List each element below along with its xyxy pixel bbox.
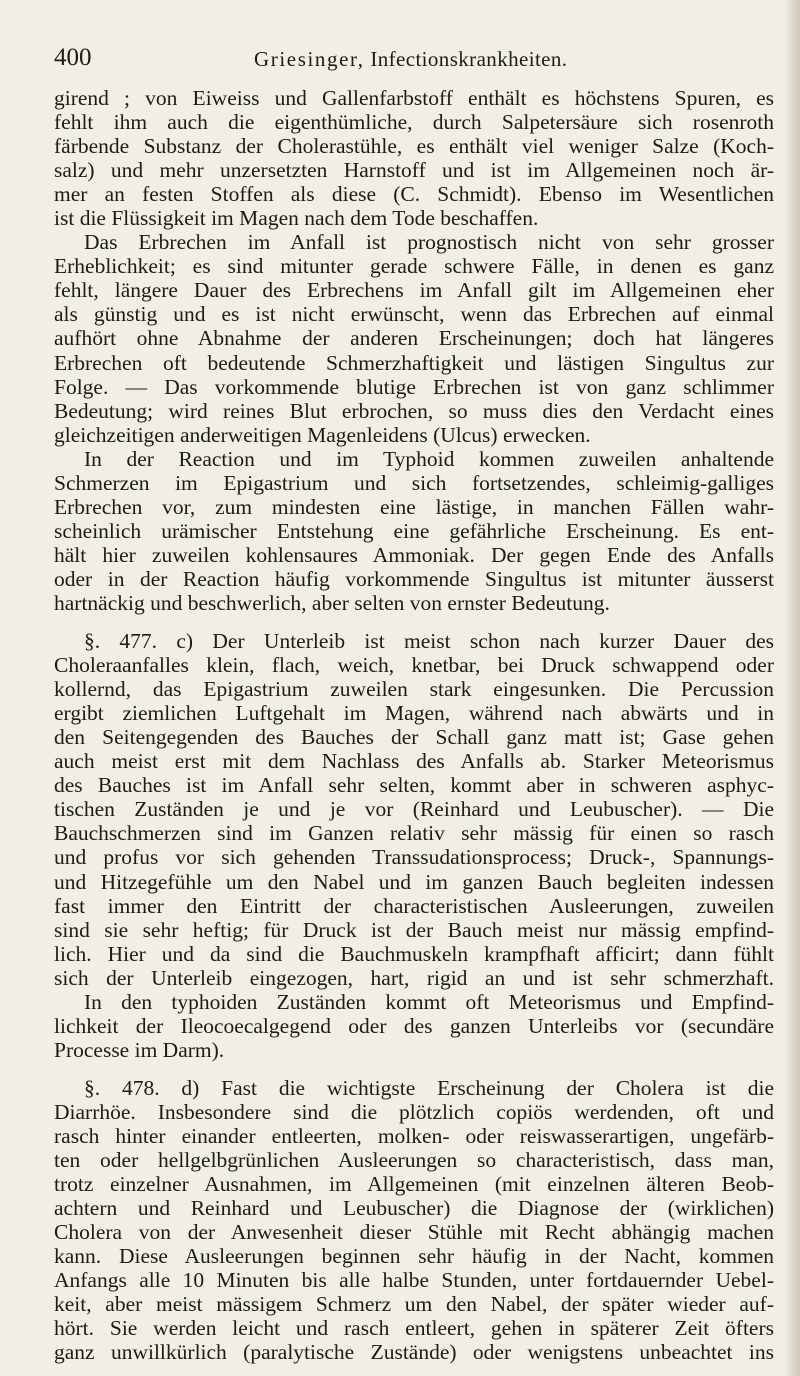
text-line: salz) und mehr unzersetzten Harnstoff und ist im Allgemeinen noch är- <box>54 158 774 183</box>
page-edge-shadow <box>786 0 800 1376</box>
running-author: Griesinger, <box>254 47 365 71</box>
text-line: Folge. — Das vorkommende blutige Erbrechen ist von ganz schlimmer <box>54 374 774 399</box>
body-text <box>54 86 774 1364</box>
text-line: Choleraanfalles klein, flach, weich, knetbar, bei Druck schwappend oder <box>54 653 774 678</box>
text-line: keit, aber meist mässigem Schmerz um den Nabel, der später wieder auf- <box>54 1292 774 1317</box>
text-line: Bauchschmerzen sind im Ganzen relativ sehr mässig für einen so rasch <box>54 821 774 846</box>
text-line: rasch hinter einander entleerten, molken- oder reiswasserartigen, ungefärb- <box>54 1123 774 1148</box>
text-line: auch meist erst mit dem Nachlass des Anfalls ab. Starker Meteorismus <box>54 749 774 774</box>
running-title <box>254 47 567 72</box>
page-number: 400 <box>54 44 92 71</box>
text-line: kann. Diese Ausleerungen beginnen sehr häufig in der Nacht, kommen <box>54 1244 774 1269</box>
running-header <box>54 44 770 78</box>
text-line: als günstig und es ist nicht erwünscht, wenn das Erbrechen auf einmal <box>54 302 774 327</box>
text-line: hält hier zuweilen kohlensaures Ammoniak. Der gegen Ende des Anfalls <box>54 542 774 567</box>
text-line: ganz unwillkürlich (paralytische Zustände) oder wenigstens unbeachtet ins <box>54 1340 774 1365</box>
text-line: Anfangs alle 10 Minuten bis alle halbe Stunden, unter fortdauernder Uebel- <box>54 1268 774 1293</box>
text-line: Das Erbrechen im Anfall ist prognostisch nicht von sehr grosser <box>84 230 774 255</box>
text-line: gleichzeitigen anderweitigen Magenleidens (Ulcus) erwecken. <box>54 422 591 447</box>
text-line: Schmerzen im Epigastrium und sich fortsetzendes, schleimig-galliges <box>54 470 774 495</box>
text-line: hört. Sie werden leicht und rasch entleert, gehen in späterer Zeit öfters <box>54 1316 774 1341</box>
text-line: fehlt ihm auch die eigenthümliche, durch Salpetersäure sich rosenroth <box>54 110 774 135</box>
text-line: lichkeit der Ileocoecalgegend oder des ganzen Unterleibs vor (secundäre <box>54 1013 774 1038</box>
text-line: Processe im Darm). <box>54 1037 225 1062</box>
text-line: ist die Flüssigkeit im Magen nach dem Tode beschaffen. <box>54 206 539 231</box>
text-line: lich. Hier und da sind die Bauchmuskeln krampfhaft afficirt; dann fühlt <box>54 941 774 966</box>
text-line: In den typhoiden Zuständen kommt oft Meteorismus und Empfind- <box>84 989 774 1014</box>
text-line: ergibt ziemlichen Luftgehalt im Magen, während nach abwärts und in <box>54 701 774 726</box>
text-line: sind sie sehr heftig; für Druck ist der Bauch meist nur mässig empfind- <box>54 917 774 942</box>
text-line: §. 478. d) Fast die wichtigste Erscheinung der Cholera ist die <box>84 1075 774 1100</box>
text-line: sich der Unterleib eingezogen, hart, rigid an und ist sehr schmerzhaft. <box>54 965 774 990</box>
text-line: girend ; von Eiweiss und Gallenfarbstoff enthält es höchstens Spuren, es <box>54 86 774 110</box>
text-line: scheinlich urämischer Entstehung eine gefährliche Erscheinung. Es ent- <box>54 518 774 543</box>
text-line: Cholera von der Anwesenheit dieser Stühle mit Recht abhängig machen <box>54 1220 774 1245</box>
text-line: achtern und Reinhard und Leubuscher) die Diagnose der (wirklichen) <box>54 1196 774 1221</box>
text-line: hartnäckig und beschwerlich, aber selten von ernster Bedeutung. <box>54 590 610 615</box>
text-line: oder in der Reaction häufig vorkommende Singultus ist mitunter äusserst <box>54 566 774 591</box>
text-line: Erbrechen oft bedeutende Schmerzhaftigkeit und lästigen Singultus zur <box>54 350 774 375</box>
text-line: trotz einzelner Ausnahmen, im Allgemeinen (mit einzelnen älteren Beob- <box>54 1172 774 1197</box>
text-line: und profus vor sich gehenden Transsudationsprocess; Druck-, Spannungs- <box>54 845 774 870</box>
text-line: aufhört ohne Abnahme der anderen Erscheinungen; doch hat längeres <box>54 326 774 351</box>
text-line: §. 477. c) Der Unterleib ist meist schon nach kurzer Dauer des <box>84 629 774 654</box>
running-subject: Infectionskrankheiten. <box>370 47 568 71</box>
paragraph-gap <box>54 1062 774 1076</box>
text-line: ten oder hellgelbgrünlichen Ausleerungen so characteristisch, dass man, <box>54 1148 774 1173</box>
text-line: Erheblichkeit; es sind mitunter gerade schwere Fälle, in denen es ganz <box>54 254 774 279</box>
text-line: des Bauches ist im Anfall sehr selten, kommt aber in schweren asphyc- <box>54 773 774 798</box>
text-line: Diarrhöe. Insbesondere sind die plötzlich copiös werdenden, oft und <box>54 1099 774 1124</box>
text-line: kollernd, das Epigastrium zuweilen stark eingesunken. Die Percussion <box>54 677 774 702</box>
text-line: und Hitzegefühle um den Nabel und im ganzen Bauch begleiten indessen <box>54 869 774 894</box>
text-line: färbende Substanz der Cholerastühle, es enthält viel weniger Salze (Koch- <box>54 134 774 159</box>
text-line: mer an festen Stoffen als diese (C. Schmidt). Ebenso im Wesentlichen <box>54 182 774 207</box>
text-line: den Seitengegenden des Bauches der Schall ganz matt ist; Gase gehen <box>54 725 774 750</box>
paragraph-gap <box>54 615 774 629</box>
text-line: Bedeutung; wird reines Blut erbrochen, so muss dies den Verdacht eines <box>54 398 774 423</box>
text-line: tischen Zuständen je und je vor (Reinhard und Leubuscher). — Die <box>54 797 774 822</box>
text-line: Erbrechen vor, zum mindesten eine lästige, in manchen Fällen wahr- <box>54 494 774 519</box>
text-line: fast immer den Eintritt der characteristischen Ausleerungen, zuweilen <box>54 893 774 918</box>
text-line: fehlt, längere Dauer des Erbrechens im Anfall gilt im Allgemeinen eher <box>54 278 774 303</box>
text-line: In der Reaction und im Typhoid kommen zuweilen anhaltende <box>84 446 774 471</box>
